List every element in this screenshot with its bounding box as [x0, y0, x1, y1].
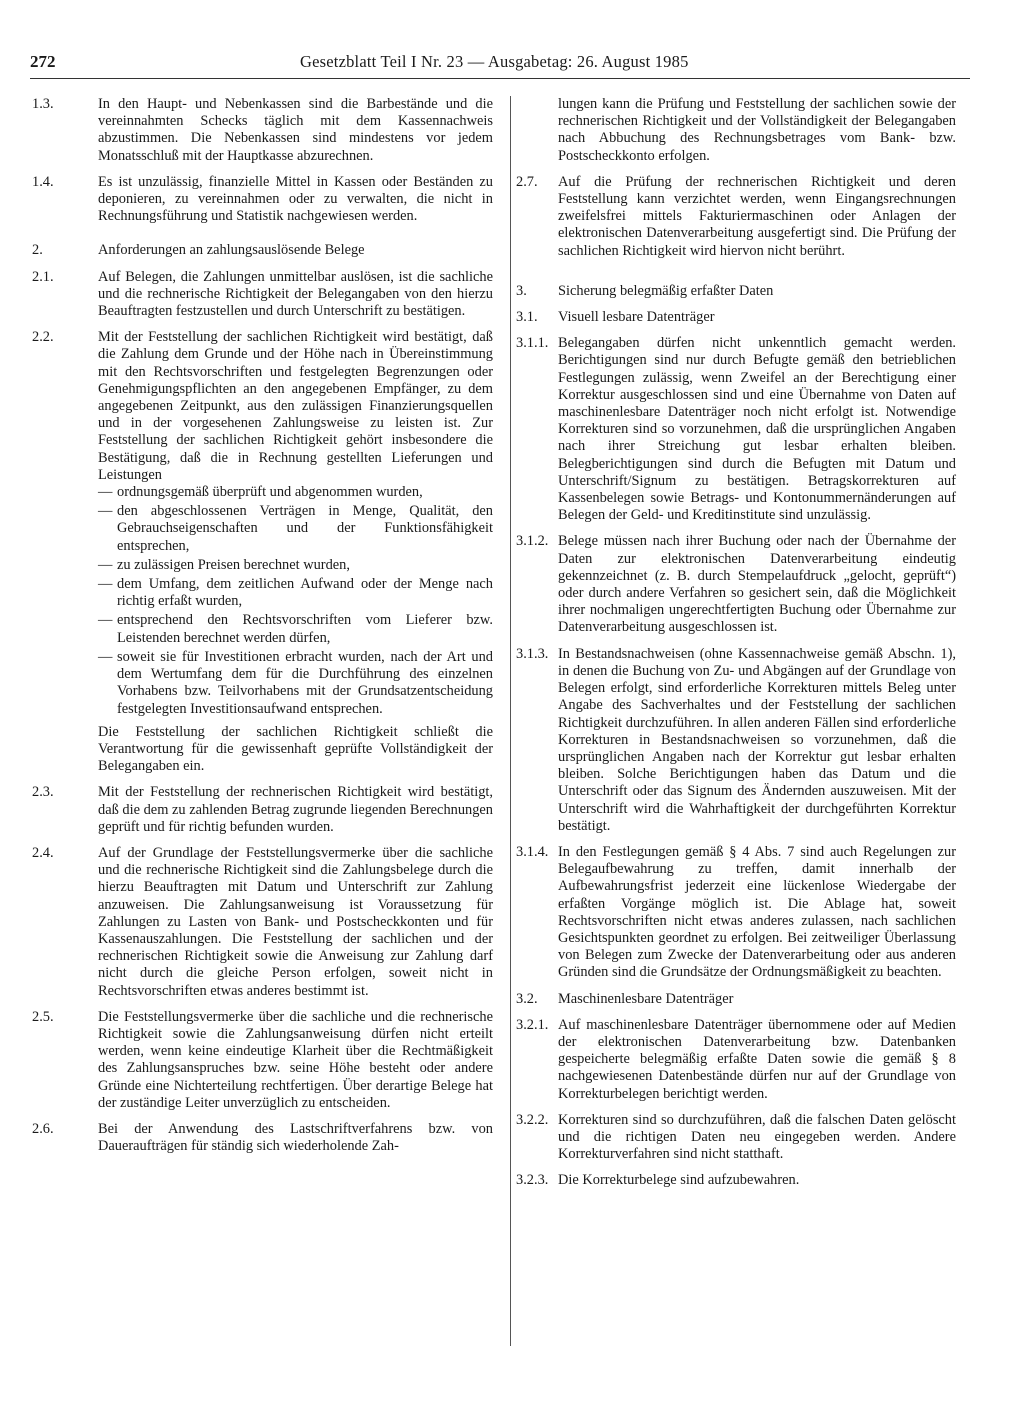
section-heading: Maschinenlesbare Datenträger — [558, 990, 734, 1007]
section-text: Es ist unzulässig, finanzielle Mittel in Kassen oder Beständen zu deponieren, zu vereinnahmen oder zu verwalten, die nicht in Rechnungsführung und Statistik nachgewiesen werden. — [98, 173, 493, 225]
section-text: In den Festlegungen gemäß § 4 Abs. 7 sind auch Regelungen zur Belegaufbewahrung zu treffen, damit innerhalb der Aufbewahrungsfrist jederzeit eine lückenlose Wiedergabe der erfaßten Vorgänge möglich ist. Die Ablage hat, soweit Rechtsvorschriften nicht etwas anderes zulassen, nach sachlichen Gesichtspunkten geordnet zu erfolgen. Bei zeitweiliger Überlassung von Belegen zum Zwecke der Datenverarbeitung oder aus anderen Gründen sind die Grundsätze der Ordnungsmäßigkeit zu beachten. — [558, 843, 956, 981]
list-item — [98, 557, 493, 574]
spacer — [516, 269, 956, 283]
section-2-6-continued — [516, 96, 956, 165]
section-number: 2.5. — [32, 1008, 54, 1025]
section-text: lungen kann die Prüfung und Feststellung der sachlichen sowie der rechnerischen Richtigkeit und der Vollständigkeit der Belegangaben nach Abbuchung des Rechnungsbetrages vom Bank- bzw. Postscheckkonto erfolgen. — [558, 96, 956, 164]
list-item-text: entsprechend den Rechtsvorschriften vom Lieferer bzw. Leistenden berechnet werden dürfen, — [117, 612, 493, 646]
section-2-2 — [30, 329, 493, 775]
section-3-1-4 — [516, 844, 956, 982]
section-2-4 — [30, 845, 493, 1000]
section-text: Belege müssen nach ihrer Buchung oder nach der Übernahme der Daten zur elektronischen Datenverarbeitung eindeutig gekennzeichnet (z. B. durch Stempelaufdruck „gelocht, geprüft“) oder durch andere Verfahren so gesichert sein, daß die Möglichkeit ihrer nochmaligen ungerechtfertigten Buchung oder Übernahme zur Datenverarbeitung ausgeschlossen ist. — [558, 533, 956, 636]
dash-marker: — — [98, 503, 113, 520]
section-number: 3.2.2. — [516, 1111, 549, 1128]
section-body — [98, 329, 493, 775]
section-text: Auf die Prüfung der rechnerischen Richtigkeit und deren Feststellung kann verzichtet werden, wenn Eingangsrechnungen zweifelsfrei mittels Fakturiermaschinen oder Anlagen der elektronischen Datenverarbeitung ausgefertigt sind. Die Prüfung der sachlichen Richtigkeit wird hiervon nicht berührt. — [558, 173, 956, 259]
section-number: 3.1.2. — [516, 533, 549, 550]
section-text: In Bestandsnachweisen (ohne Kassennachweise gemäß Abschn. 1), in denen die Buchung von Zu- und Abgängen auf der Grundlage von Belegen erfolgt, sind erforderliche Korrekturen mittels Beleg unter Angabe des Sachverhaltes und der Feststellung der sachlichen Richtigkeit durchzuführen. In allen anderen Fällen sind erforderliche Korrekturen in Bestandsnachweisen so vorzunehmen, daß die ursprünglichen Angaben nach der Korrektur gut lesbar erhalten bleiben. Solche Berichtigungen haben das Datum und die Unterschrift oder das Signum des Ändernden auszuweisen. Mit der Unterschrift wird die Wahrhaftigkeit der durchgeführten Korrektur bestätigt. — [558, 645, 956, 834]
dash-marker: — — [98, 648, 113, 665]
header-title: Gesetzblatt Teil I Nr. 23 — Ausgabetag: 26. August 1985 — [300, 52, 689, 71]
section-heading: Anforderungen an zahlungsauslösende Belege — [98, 242, 365, 259]
section-text: Belegangaben dürfen nicht unkenntlich gemacht werden. Berichtigungen sind nur durch Befugte gemäß den betrieblichen Festlegungen zulässig, wenn Zweifel an der Berechtigung einer Korrektur ausgeschlossen sind und eine Übernahme von Daten auf maschinenlesbare Datenträger noch nicht erfolgt ist. Notwendige Korrekturen sind so vorzunehmen, daß die ursprünglichen Angaben nach ihrer Streichung gut lesbar erhalten bleiben. Belegberichtigungen sind durch die Befugten mit Datum und Unterschrift/Signum zu bestätigen. Betragskorrekturen auf Kassenbelegen sowie Betrags- und Kontonummernänderungen auf Belegen der Geld- und Kreditinstitute sind unzulässig. — [558, 335, 956, 524]
section-number: 3.1. — [516, 309, 538, 326]
section-text: Korrekturen sind so durchzuführen, daß die falschen Daten gelöscht und die richtigen Daten neu eingegeben werden. Andere Korrekturverfahren sind nicht statthaft. — [558, 1111, 956, 1163]
dash-marker: — — [98, 612, 113, 629]
section-3-1-heading — [516, 309, 956, 326]
section-3-1-2 — [516, 533, 956, 636]
dash-marker: — — [98, 556, 113, 573]
section-number: 2.6. — [32, 1120, 54, 1137]
section-number: 2. — [32, 242, 43, 259]
section-1-3 — [30, 96, 493, 165]
section-text: Auf maschinenlesbare Datenträger übernommene oder auf Medien der elektronischen Datenverarbeitung bzw. Datenbanken gespeicherte belegmäßig erfaßte Daten sowie die gemäß § 8 nachgewiesenen Datenbestände dürfen nur auf der Grundlage von Korrekturbelegen berichtigt werden. — [558, 1016, 956, 1102]
section-text: Die Korrekturbelege sind aufzubewahren. — [558, 1172, 800, 1189]
section-number: 2.7. — [516, 173, 538, 190]
section-2-heading — [30, 242, 493, 259]
section-3-2-1 — [516, 1017, 956, 1103]
section-2-1 — [30, 269, 493, 321]
list-item — [98, 649, 493, 718]
list-item — [98, 484, 493, 501]
section-3-heading — [516, 283, 956, 300]
section-2-3 — [30, 784, 493, 836]
section-number: 1.3. — [32, 96, 54, 112]
dash-marker: — — [98, 576, 113, 593]
section-number: 3.2.3. — [516, 1172, 549, 1189]
section-number: 1.4. — [32, 173, 54, 190]
list-item-text: den abgeschlossenen Verträgen in Menge, Qualität, den Gebrauchseigenschaften und der Funktionsfähigkeit entsprechen, — [117, 503, 493, 554]
list-item-text: soweit sie für Investitionen erbracht wurden, nach der Art und dem Wertumfang dem für die Durchführung des einzelnen Vorhabens bzw. Teilvorhabens mit der Grundsatzentscheidung festgelegten Investitionsaufwand entsprechen. — [117, 648, 493, 717]
dash-list — [98, 484, 493, 718]
list-item-text: dem Umfang, dem zeitlichen Aufwand oder der Menge nach richtig erfaßt wurden, — [117, 576, 493, 610]
section-number: 3.2. — [516, 990, 538, 1007]
list-item — [98, 612, 493, 646]
section-text: Bei der Anwendung des Lastschriftverfahrens bzw. von Daueraufträgen für ständig sich wiederholende Zah- — [98, 1120, 493, 1155]
dash-marker: — — [98, 484, 113, 501]
column-divider — [510, 96, 511, 1346]
section-text: Mit der Feststellung der sachlichen Richtigkeit wird bestätigt, daß die Zahlung dem Grunde und der Höhe nach in Übereinstimmung mit den Rechtsvorschriften und festgelegten Begrenzungen oder Genehmigungspflichten an den angegebenen Empfänger, zu dem angegebenen Zeitpunkt, aus den zulässigen Finanzierungsquellen und in der vorgesehenen Zahlungsweise zu leisten ist. Zur Feststellung der sachlichen Richtigkeit gehört insbesondere die Bestätigung, daß die in Rechnung gestellten Lieferungen und Leistungen — [98, 329, 493, 483]
section-3-1-3 — [516, 646, 956, 835]
section-number: 2.3. — [32, 784, 54, 801]
list-item — [98, 503, 493, 555]
section-2-6 — [30, 1121, 493, 1155]
section-text: In den Haupt- und Nebenkassen sind die Barbestände und die vereinnahmten Schecks täglich mit dem Kassennachweis abzustimmen. Die Nebenkassen sind mindestens vor jedem Monatsschluß mit der Hauptkasse abzurechnen. — [98, 96, 493, 164]
section-number: 3. — [516, 282, 527, 299]
section-2-5 — [30, 1009, 493, 1112]
section-2-7 — [516, 174, 956, 260]
left-column — [30, 96, 493, 1164]
section-heading: Sicherung belegmäßig erfaßter Daten — [558, 282, 774, 299]
section-3-2-3 — [516, 1172, 956, 1189]
section-3-2-2 — [516, 1112, 956, 1164]
section-heading: Visuell lesbare Datenträger — [558, 309, 715, 326]
page-number: 272 — [30, 52, 56, 71]
section-text: Auf der Grundlage der Feststellungsvermerke über die sachliche und die rechnerische Richtigkeit sind die Zahlungsbelege durch die hierzu Beauftragten mit Datum und Unterschrift zur Zahlung anzuweisen. Die Zahlungsanweisung ist Voraussetzung für Zahlungen zu Lasten von Bank- und Postscheckkonten und für Kassenauszahlungen. Die Feststellung der sachlichen und der rechnerischen Richtigkeit sowie die Anweisung zur Zahlung darf nicht durch die gleiche Person erfolgen, soweit nicht in Rechtsvorschriften etwas anderes bestimmt ist. — [98, 844, 493, 999]
page-header — [30, 52, 970, 78]
section-closing-text: Die Feststellung der sachlichen Richtigkeit schließt die Verantwortung für die gewissenhaft geprüfte Vollständigkeit der Belegangaben ein. — [98, 723, 493, 775]
section-number: 2.4. — [32, 844, 54, 861]
section-number: 3.1.4. — [516, 843, 549, 860]
right-column — [516, 96, 956, 1199]
section-text: Mit der Feststellung der rechnerischen Richtigkeit wird bestätigt, daß die dem zu zahlenden Betrag zugrunde liegenden Berechnungen geprüft und für richtig befunden wurden. — [98, 784, 493, 835]
section-number: 3.2.1. — [516, 1016, 549, 1033]
section-number: 2.1. — [32, 268, 54, 285]
section-number: 2.2. — [32, 329, 54, 346]
spacer — [30, 234, 493, 242]
section-3-1-1 — [516, 335, 956, 524]
list-item-text: ordnungsgemäß überprüft und abgenommen wurden, — [117, 484, 423, 501]
section-number: 3.1.1. — [516, 335, 549, 352]
list-item — [98, 576, 493, 610]
section-3-2-heading — [516, 991, 956, 1008]
section-text: Auf Belegen, die Zahlungen unmittelbar auslösen, ist die sachliche und die rechnerische Richtigkeit der Belegangaben von den hierzu Beauftragten festzustellen und durch Unterschrift zu bestätigen. — [98, 268, 493, 320]
list-item-text: zu zulässigen Preisen berechnet wurden, — [117, 556, 350, 573]
header-rule — [30, 78, 970, 79]
section-number: 3.1.3. — [516, 645, 549, 662]
section-text: Die Feststellungsvermerke über die sachliche und die rechnerische Richtigkeit sowie die Zahlungsanweisung dürfen nicht erteilt werden, wenn keine eindeutige Klarheit über die Rechtmäßigkeit des Zahlungsanspruches bzw. seine Höhe besteht oder andere Gründe eine Nichterteilung rechtfertigen. Über derartige Belege hat der zuständige Leiter unverzüglich zu entscheiden. — [98, 1008, 493, 1111]
section-1-4 — [30, 174, 493, 226]
